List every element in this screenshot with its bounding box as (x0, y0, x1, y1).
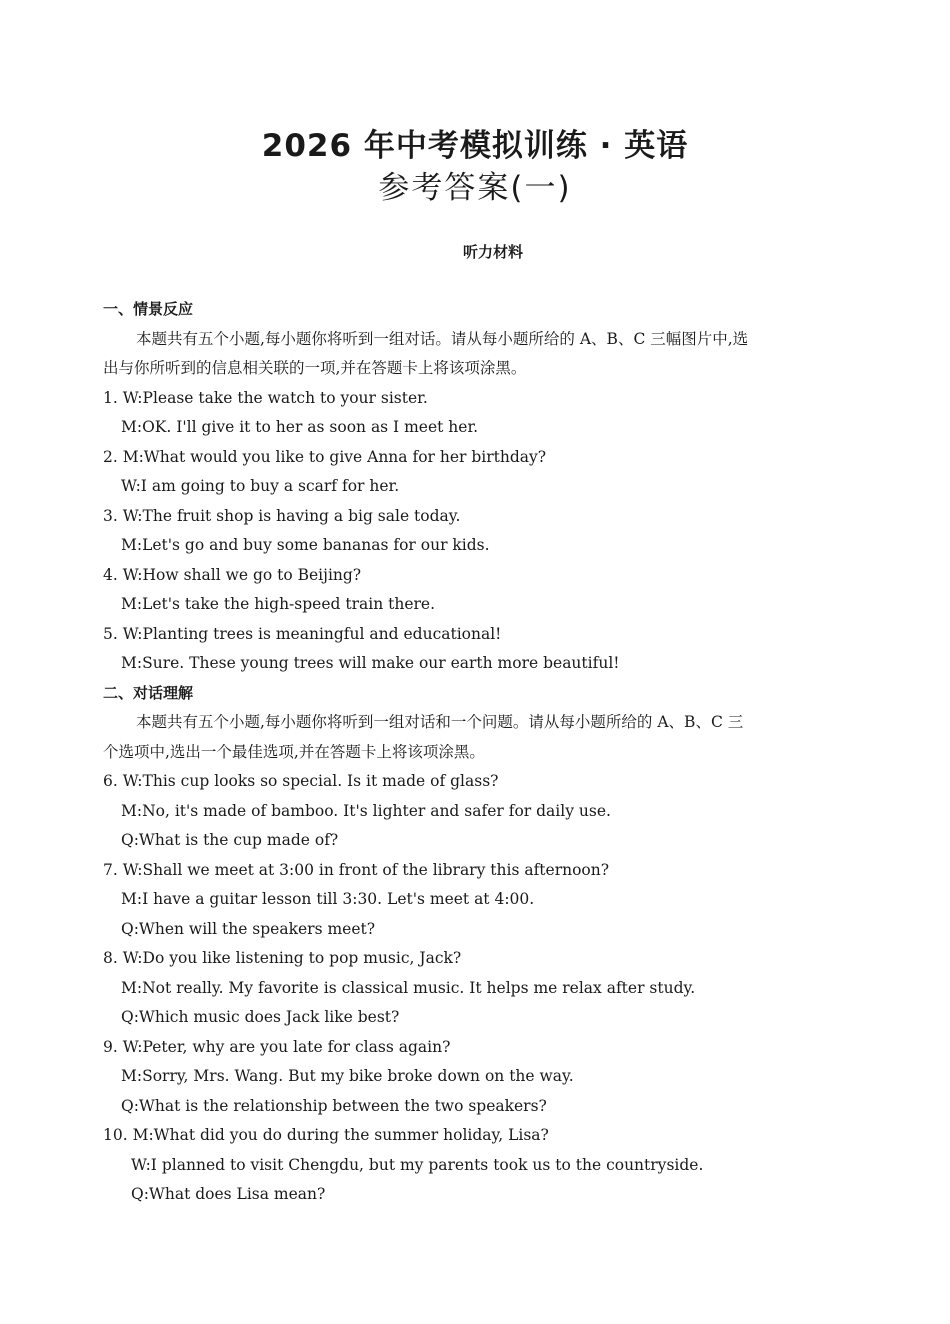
dialogue-line: M:Let's take the high-speed train there. (121, 595, 435, 613)
part1-heading: 一、情景反应 (103, 300, 194, 318)
dialogue-line: M:Sure. These young trees will make our earth more beautiful! (121, 654, 620, 672)
dialogue-line: 9. W:Peter, why are you late for class again? (103, 1037, 451, 1056)
dialogue-line: 3. W:The fruit shop is having a big sale today. (103, 506, 461, 525)
part2-instructions-line2: 个选项中,选出一个最佳选项,并在答题卡上将该项涂黑。 (103, 742, 485, 761)
question-line: Q:What does Lisa mean? (131, 1185, 326, 1203)
dialogue-line: W:I planned to visit Chengdu, but my parents took us to the countryside. (131, 1155, 704, 1174)
dialogue-line: 7. W:Shall we meet at 3:00 in front of the library this afternoon? (103, 860, 610, 879)
dialogue-line: 5. W:Planting trees is meaningful and educational! (103, 624, 502, 643)
part1-instructions-line2: 出与你所听到的信息相关联的一项,并在答题卡上将该项涂黑。 (103, 359, 527, 377)
dialogue-line: M:OK. I'll give it to her as soon as I meet her. (121, 418, 479, 436)
dialogue-line: W:I am going to buy a scarf for her. (121, 477, 400, 495)
question-line: Q:Which music does Jack like best? (121, 1008, 400, 1026)
document-title: 2026 年中考模拟训练 · 英语 (261, 128, 689, 164)
dialogue-line: 10. M:What did you do during the summer holiday, Lisa? (103, 1126, 549, 1144)
dialogue-line: M:Not really. My favorite is classical music. It helps me relax after study. (121, 978, 696, 997)
part2-instructions-line1: 本题共有五个小题,每小题你将听到一组对话和一个问题。请从每小题所给的 A、B、C 三 (136, 713, 744, 731)
dialogue-line: 6. W:This cup looks so special. Is it made of glass? (103, 772, 499, 790)
dialogue-line: 4. W:How shall we go to Beijing? (103, 565, 362, 584)
dialogue-line: 2. M:What would you like to give Anna for her birthday? (103, 447, 547, 466)
dialogue-line: 8. W:Do you like listening to pop music, Jack? (103, 949, 462, 967)
listening-material-body (103, 295, 851, 1210)
part1-instructions-line1: 本题共有五个小题,每小题你将听到一组对话。请从每小题所给的 A、B、C 三幅图片中,选 (136, 329, 749, 348)
question-line: Q:When will the speakers meet? (121, 919, 376, 938)
dialogue-line: 1. W:Please take the watch to your sister. (103, 388, 428, 407)
listening-material-heading: 听力材料 (462, 243, 523, 261)
question-line: Q:What is the cup made of? (121, 831, 339, 849)
dialogue-line: M:I have a guitar lesson till 3:30. Let's meet at 4:00. (121, 890, 535, 908)
dialogue-line: M:Let's go and buy some bananas for our kids. (121, 536, 490, 554)
dialogue-line: M:Sorry, Mrs. Wang. But my bike broke down on the way. (121, 1067, 574, 1085)
dialogue-line: M:No, it's made of bamboo. It's lighter and safer for daily use. (121, 801, 611, 820)
part2-heading: 二、对话理解 (103, 683, 194, 702)
document-subtitle: 参考答案(一) (378, 170, 572, 206)
question-line: Q:What is the relationship between the two speakers? (121, 1096, 547, 1115)
